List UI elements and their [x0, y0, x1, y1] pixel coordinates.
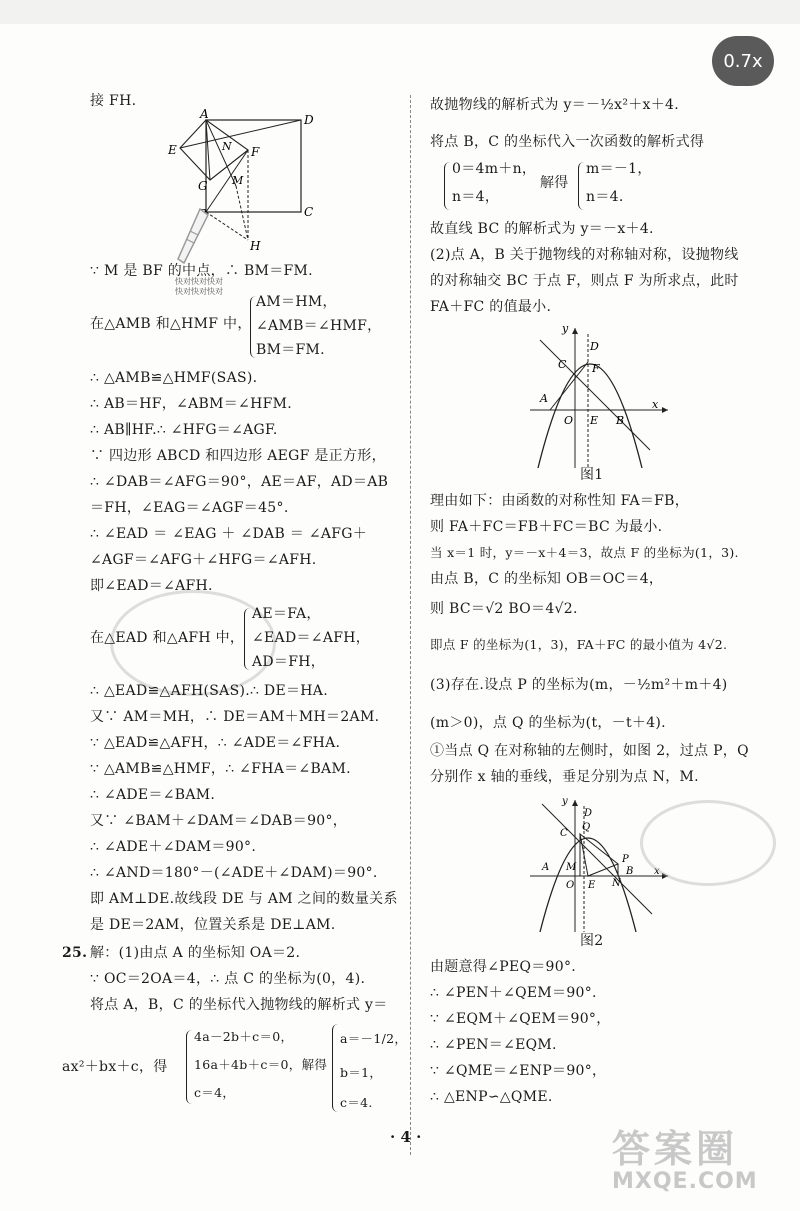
- text-line: 当 x＝1 时，y＝－x＋4＝3，故点 F 的坐标为(1，3).: [430, 545, 739, 560]
- figure-label: O: [566, 880, 575, 891]
- text-line: 故抛物线的解析式为 y＝－½x²＋x＋4.: [430, 97, 679, 113]
- figure-1-caption: 图1: [580, 467, 604, 483]
- text-line: ∵ OC＝2OA＝4，∴ 点 C 的坐标为(0，4).: [90, 971, 366, 987]
- text-line: c＝4，: [194, 1085, 236, 1100]
- text-line: ax²＋bx＋c，得: [62, 1059, 168, 1075]
- column-divider: [410, 95, 411, 1155]
- figure-2-caption: 图2: [580, 933, 604, 949]
- label-F: F: [251, 145, 260, 159]
- text-line: BM＝FM.: [256, 342, 325, 358]
- text-line: 即 AM⊥DE.故线段 DE 与 AM 之间的数量关系: [90, 891, 398, 907]
- label-H: H: [250, 239, 261, 253]
- text-line: 解得: [540, 175, 569, 191]
- text-line: 的对称轴交 BC 于点 F，则点 F 为所求点，此时: [430, 273, 739, 289]
- text-line: ∴ ∠AND＝180°－(∠ADE＋∠DAM)＝90°.: [90, 865, 378, 881]
- text-line: n＝4.: [586, 189, 624, 205]
- text-line: ∵ M 是 BF 的中点，∴ BM＝FM.: [90, 263, 313, 279]
- text-line: ∴ △EAD≌△AFH(SAS).∴ DE＝HA.: [90, 683, 328, 699]
- faint-stamp: [640, 800, 776, 886]
- sticker-text-1: 快对快对快对: [175, 277, 223, 286]
- text-line: ∵ △EAD≌△AFH，∴ ∠ADE＝∠FHA.: [90, 735, 341, 751]
- text-line: (m＞0)，点 Q 的坐标为(t，－t＋4).: [430, 715, 666, 731]
- figure-label: C: [560, 828, 568, 839]
- figure-label: x: [652, 398, 659, 411]
- text-line: 在△EAD 和△AFH 中，: [90, 630, 245, 646]
- text-line: 解：(1)由点 A 的坐标知 OA＝2.: [90, 945, 301, 961]
- text-line: ∴ ∠DAB＝∠AFG＝90°，AE＝AF，AD＝AB: [90, 474, 389, 490]
- text-line: 16a＋4b＋c＝0，解得: [194, 1057, 328, 1072]
- figure-label: y: [562, 322, 569, 335]
- figure-label: M: [566, 862, 577, 873]
- text-line: ∵ 四边形 ABCD 和四边形 AEGF 是正方形，: [90, 448, 386, 464]
- figure-2-parabola: [520, 794, 670, 934]
- label-A: A: [200, 108, 209, 121]
- text-line: ∴ ∠ADE＝∠BAM.: [90, 787, 216, 803]
- text-line: AM＝HM，: [256, 294, 337, 310]
- label-N: N: [222, 140, 232, 153]
- text-line: c＝4.: [340, 1095, 373, 1110]
- text-line: ∵ ∠QME＝∠ENP＝90°，: [430, 1063, 607, 1079]
- zoom-level-badge[interactable]: 0.7x: [712, 36, 774, 86]
- figure-label: y: [562, 796, 568, 807]
- text-line: ∴ △ENP∽△QME.: [430, 1089, 553, 1105]
- figure-label: A: [540, 392, 548, 405]
- label-G: G: [198, 179, 208, 193]
- text-line: 在△AMB 和△HMF 中，: [90, 316, 252, 332]
- text-line: 接 FH.: [90, 93, 137, 109]
- text-line: ＝FH，∠EAG＝∠AGF＝45°.: [90, 500, 289, 516]
- label-C: C: [304, 205, 314, 219]
- figure-label: O: [564, 414, 574, 427]
- text-line: 即∠EAD＝∠AFH.: [90, 578, 213, 594]
- figure-label: E: [590, 414, 599, 427]
- text-line: AE＝FA，: [252, 606, 321, 622]
- text-line: ∴ ∠EAD ＝ ∠EAG ＋ ∠DAB ＝ ∠AFG＋: [90, 526, 368, 542]
- watermark-url: MXQE.COM: [612, 1169, 758, 1194]
- text-line: ∴ ∠ADE＋∠DAM＝90°.: [90, 839, 257, 855]
- figure-1-parabola: [520, 320, 670, 470]
- question-number: 25.: [62, 945, 88, 961]
- text-line: ∵ △AMB≌△HMF，∴ ∠FHA＝∠BAM.: [90, 761, 351, 777]
- text-line: (3)存在.设点 P 的坐标为(m，－½m²＋m＋4): [430, 677, 728, 693]
- page-number: · 4 ·: [390, 1128, 422, 1146]
- figure-label: D: [590, 340, 599, 353]
- text-line: 4a－2b＋c＝0，: [194, 1029, 294, 1044]
- text-line: 0＝4m＋n，: [452, 161, 537, 177]
- text-line: 则 BC＝√2 BO＝4√2.: [430, 601, 578, 617]
- text-line: 理由如下：由函数的对称性知 FA＝FB，: [430, 493, 690, 509]
- text-line: ①当点 Q 在对称轴的左侧时，如图 2，过点 P，Q: [430, 743, 749, 759]
- figure-label: C: [558, 358, 567, 371]
- figure-label: A: [542, 862, 550, 873]
- label-E: E: [168, 143, 177, 157]
- figure-label: N: [612, 878, 621, 889]
- text-line: 由点 B，C 的坐标知 OB＝OC＝4，: [430, 571, 664, 587]
- text-line: n＝4，: [452, 189, 500, 205]
- text-line: FA＋FC 的值最小.: [430, 299, 552, 315]
- figure-label: P: [622, 854, 629, 865]
- figure-label: E: [588, 880, 596, 891]
- top-bar: [0, 0, 800, 24]
- text-line: ∠AGF＝∠AFG＋∠HFG＝∠AFH.: [90, 552, 317, 568]
- text-line: ∴ ∠PEN＝∠EQM.: [430, 1037, 557, 1053]
- text-line: AD＝FH，: [252, 654, 326, 670]
- text-line: 由题意得∠PEQ＝90°.: [430, 959, 577, 975]
- figure-label: x: [654, 866, 660, 877]
- figure-label: B: [616, 414, 625, 427]
- text-line: (2)点 A，B 关于抛物线的对称轴对称，设抛物线: [430, 247, 739, 263]
- watermark-line1: 答案圈: [612, 1127, 739, 1171]
- text-line: m＝－1，: [586, 161, 652, 177]
- figure-label: Q: [582, 822, 591, 833]
- figure-label: B: [626, 866, 634, 877]
- text-line: ∠EAD＝∠AFH，: [252, 630, 371, 646]
- carrot-sticker: [170, 205, 214, 269]
- text-line: ∴ AB＝HF，∠ABM＝∠HFM.: [90, 396, 292, 412]
- text-line: b＝1，: [340, 1065, 383, 1080]
- text-line: 将点 A，B，C 的坐标代入抛物线的解析式 y＝: [90, 997, 388, 1013]
- text-line: ∴ ∠PEN＋∠QEM＝90°.: [430, 985, 597, 1001]
- text-line: 故直线 BC 的解析式为 y＝－x＋4.: [430, 221, 654, 237]
- label-M: M: [232, 174, 244, 187]
- watermark-logo: [612, 1118, 792, 1208]
- text-line: ∠AMB＝∠HMF，: [256, 318, 382, 334]
- text-line: 又∵ AM＝MH，∴ DE＝AM＋MH＝2AM.: [90, 709, 380, 725]
- figure-label: F: [592, 362, 600, 375]
- text-line: ∵ ∠EQM＋∠QEM＝90°，: [430, 1011, 611, 1027]
- text-line: 即点 F 的坐标为(1，3)，FA＋FC 的最小值为 4√2.: [430, 637, 728, 652]
- text-line: a＝－1/2，: [340, 1031, 408, 1046]
- text-line: 将点 B，C 的坐标代入一次函数的解析式得: [430, 134, 705, 150]
- sticker-text-2: 快对快对快对: [175, 287, 223, 296]
- text-line: 是 DE＝2AM，位置关系是 DE⊥AM.: [90, 917, 336, 933]
- text-line: 又∵ ∠BAM＋∠DAM＝∠DAB＝90°，: [90, 813, 348, 829]
- text-line: ∴ AB∥HF.∴ ∠HFG＝∠AGF.: [90, 422, 278, 438]
- text-line: ∴ △AMB≌△HMF(SAS).: [90, 370, 258, 386]
- label-D: D: [304, 113, 314, 127]
- text-line: 则 FA＋FC＝FB＋FC＝BC 为最小.: [430, 519, 663, 535]
- figure-label: D: [584, 808, 593, 819]
- text-line: 分别作 x 轴的垂线，垂足分别为点 N，M.: [430, 769, 699, 785]
